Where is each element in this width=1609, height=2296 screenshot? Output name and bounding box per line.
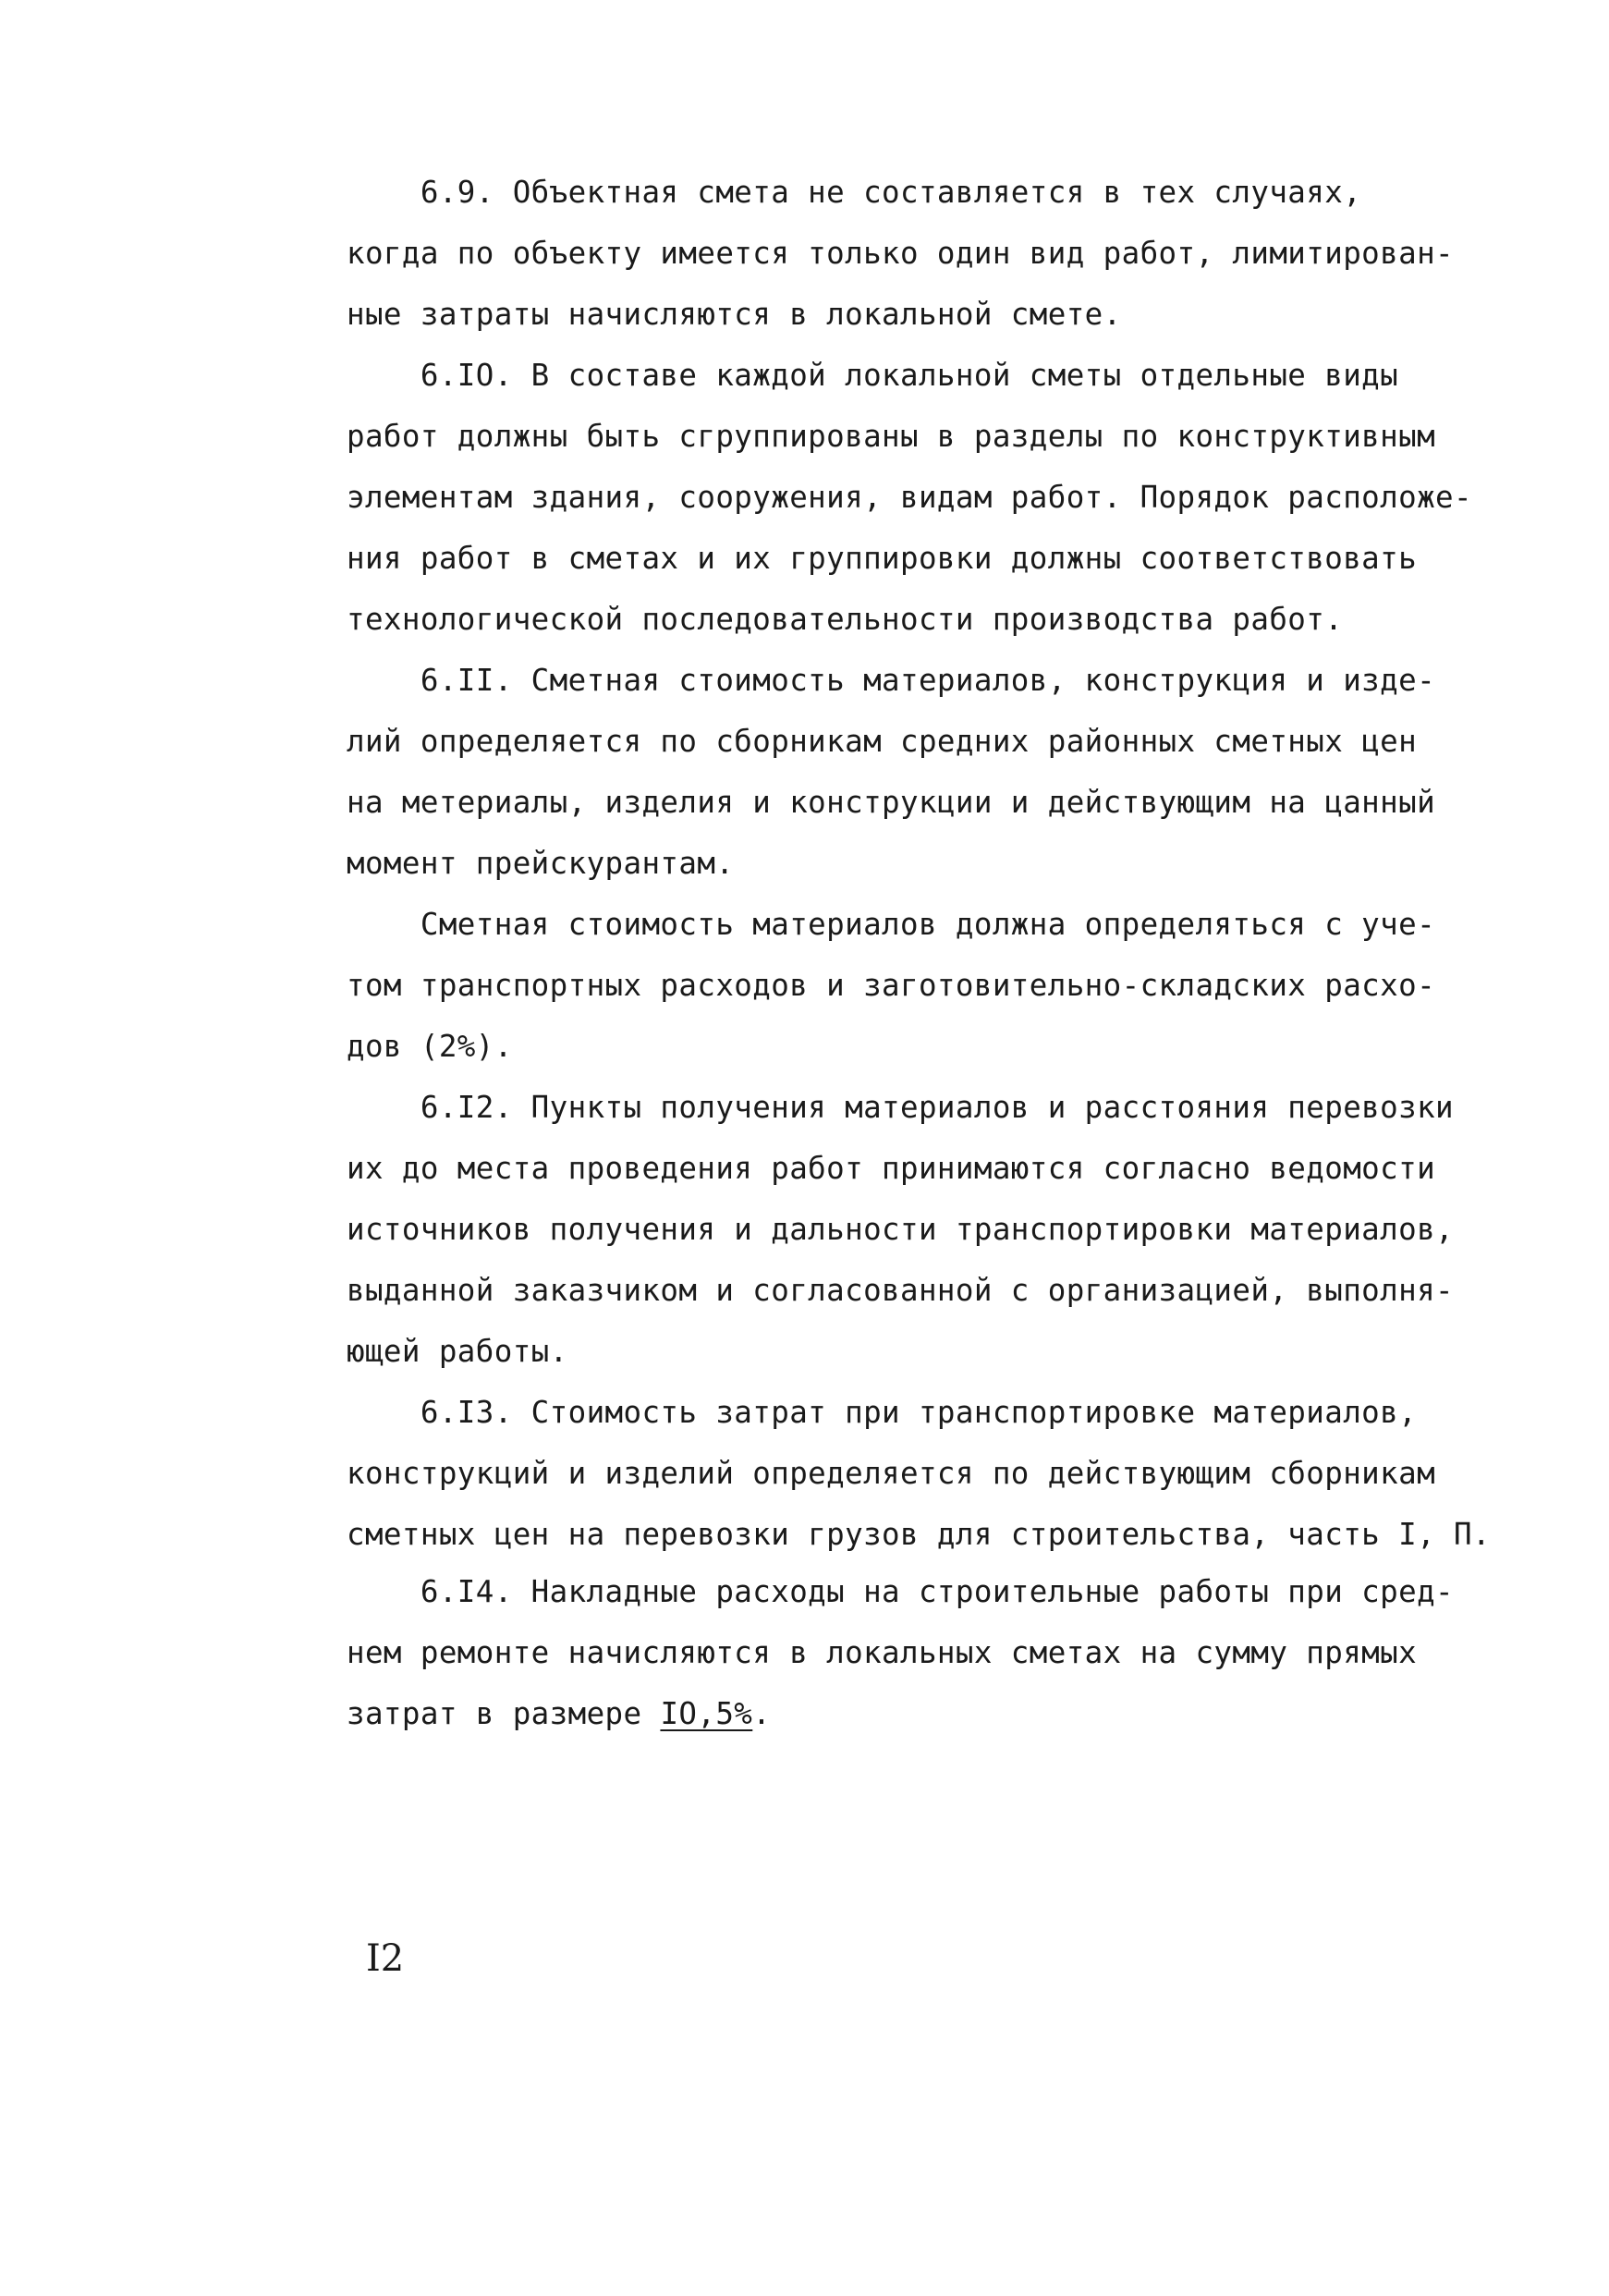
text-line: их до места проведения работ принимаются согласно ведомости [347,1151,1436,1186]
text-line: ющей работы. [347,1334,568,1369]
page-number: I2 [366,1937,405,1980]
text-line: Сметная стоимость материалов должна определяться с уче- [347,907,1436,942]
text-line: технологической последовательности производства работ. [347,602,1344,637]
text-line-last [347,1695,1548,1732]
text-line: нем ремонте начисляются в локальных сметах на сумму прямых [347,1635,1418,1670]
text-line: сметных цен на перевозки грузов для строительства, часть I, П. [347,1517,1491,1552]
text-line: когда по объекту имеется только один вид работ, лимитирован- [347,236,1454,271]
text-line: лий определяется по сборникам средних районных сметных цен [347,724,1418,759]
text-segment: затрат в размере [347,1696,661,1731]
text-line: момент прейскурантам. [347,846,735,881]
text-line: выданной заказчиком и согласованной с организацией, выполня- [347,1273,1454,1308]
text-line: 6.II. Сметная стоимость материалов, конструкция и изде- [347,663,1436,698]
text-segment: . [752,1696,772,1731]
handwritten-rate-value: IO,5% [660,1696,753,1731]
text-line: конструкций и изделий определяется по действующим сборникам [347,1456,1436,1491]
text-line: 6.I3. Стоимость затрат при транспортировке материалов, [347,1395,1418,1430]
text-line: источников получения и дальности транспортировки материалов, [347,1212,1454,1247]
text-line: 6.I4. Накладные расходы на строительные работы при сред- [347,1574,1454,1609]
text-line: на метериалы, изделия и конструкции и действующим на цанный [347,785,1436,820]
text-line: дов (2%). [347,1029,513,1064]
text-line: элементам здания, сооружения, видам работ. Порядок расположе- [347,480,1472,515]
text-line: 6.9. Объектная смета не составляется в тех случаях, [347,175,1362,210]
text-line: ния работ в сметах и их группировки должны соответствовать [347,541,1418,576]
text-line: ные затраты начисляются в локальной смете. [347,297,1122,332]
text-line: 6.IO. В составе каждой локальной сметы отдельные виды [347,358,1399,393]
text-line: 6.I2. Пункты получения материалов и расстояния перевозки [347,1090,1454,1125]
text-line: том транспортных расходов и заготовительно-складских расхо- [347,968,1436,1003]
text-line: работ должны быть сгруппированы в разделы по конструктивным [347,419,1436,454]
